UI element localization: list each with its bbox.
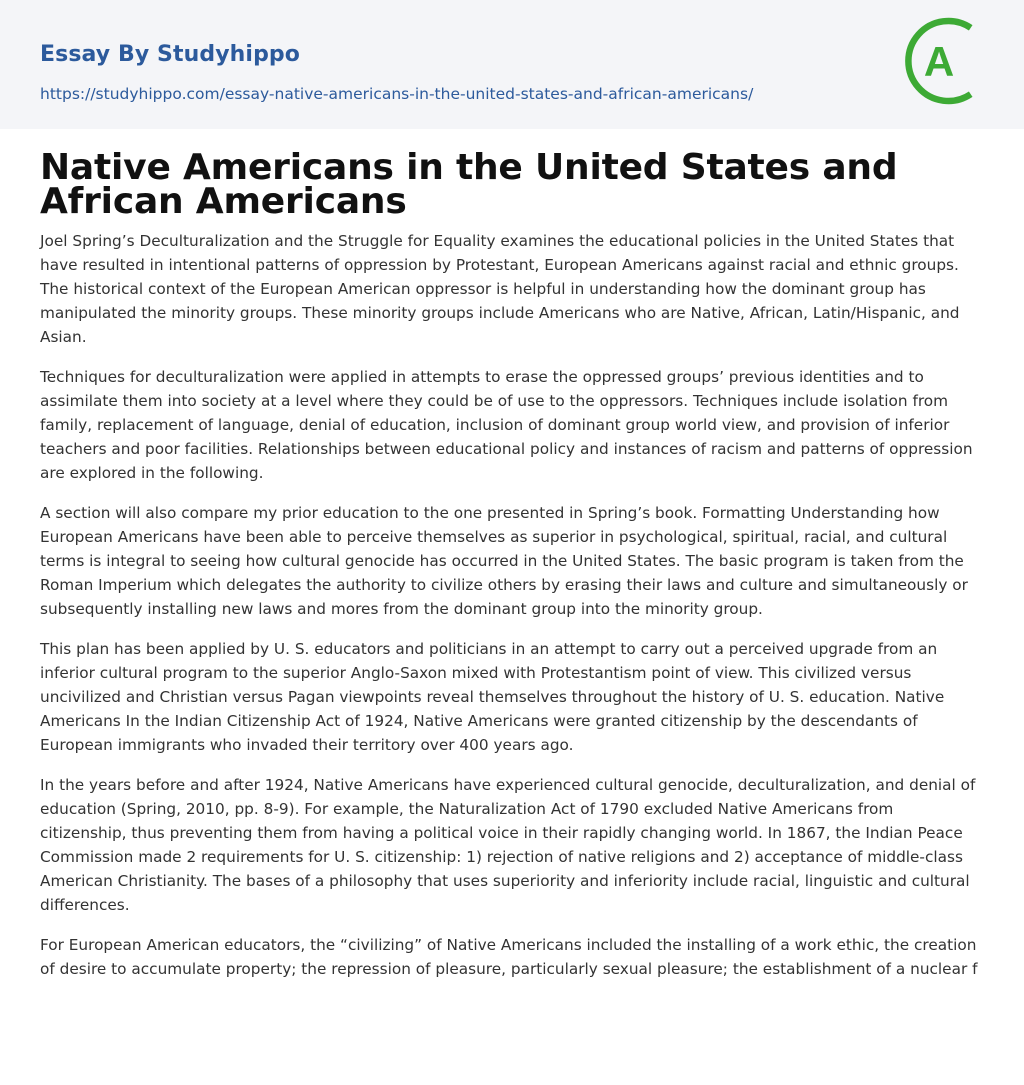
essay-paragraph: In the years before and after 1924, Native Americans have experienced cultural genocide, deculturalization, and denial of education (Spring, 2010, pp. 8-9). For example, the Naturalization Act of 1790 excluded Native Americans from citizenship, thus preventing them from having a political voice in their rapidly changing world. In 1867, the Indian Peace Commission made 2 requirements for U. S. citizenship: 1) rejection of native religions and 2) acceptance of middle-class American Christianity. The bases of a philosophy that uses superiority and inferiority include racial, linguistic and cultural differences.	[40, 776, 976, 914]
essay-title: Native Americans in the United States and African Americans	[40, 147, 898, 222]
site-brand: Essay By Studyhippo	[40, 42, 300, 67]
logo-letter: A	[923, 38, 955, 85]
studyhippo-logo-icon[interactable]	[898, 16, 988, 106]
essay-paragraph: A section will also compare my prior education to the one presented in Spring’s book. Formatting Understanding how European Americans have been able to perceive themselves as superior in psychological, spiritual, racial, and cultural terms is integral to seeing how cultural genocide has occurred in the United States. The basic program is taken from the Roman Imperium which delegates the authority to civilize others by erasing their laws and culture and simultaneously or subsequently installing new laws and mores from the dominant group into the minority group.	[40, 504, 968, 618]
essay-paragraph: Joel Spring’s Deculturalization and the Struggle for Equality examines the educational policies in the United States that have resulted in intentional patterns of oppression by Protestant, European Americans against racial and ethnic groups. The historical context of the European American oppressor is helpful in understanding how the dominant group has manipulated the minority groups. These minority groups include Americans who are Native, African, Latin/Hispanic, and Asian.	[40, 232, 960, 346]
source-url-link[interactable]: https://studyhippo.com/essay-native-americans-in-the-united-states-and-african-americans/	[40, 85, 754, 103]
essay-paragraph: This plan has been applied by U. S. educators and politicians in an attempt to carry out a perceived upgrade from an inferior cultural program to the superior Anglo-Saxon mixed with Protestantism point of view. This civilized versus uncivilized and Christian versus Pagan viewpoints reveal themselves throughout the history of U. S. education. Native Americans In the Indian Citizenship Act of 1924, Native Americans were granted citizenship by the descendants of European immigrants who invaded their territory over 400 years ago.	[40, 640, 945, 754]
page-header	[0, 0, 1024, 129]
essay-paragraph: For European American educators, the “civilizing” of Native Americans included the installing of a work ethic, the creation of desire to accumulate property; the repression of pleasure, particularly sexual pleasure; the establishment of a nuclear f	[40, 936, 978, 978]
essay-paragraph: Techniques for deculturalization were applied in attempts to erase the oppressed groups’ previous identities and to assimilate them into society at a level where they could be of use to the oppressors. Techniques include isolation from family, replacement of language, denial of education, inclusion of dominant group world view, and provision of inferior teachers and poor facilities. Relationships between educational policy and instances of racism and patterns of oppression are explored in the following.	[40, 368, 973, 482]
essay-content	[0, 147, 1024, 981]
